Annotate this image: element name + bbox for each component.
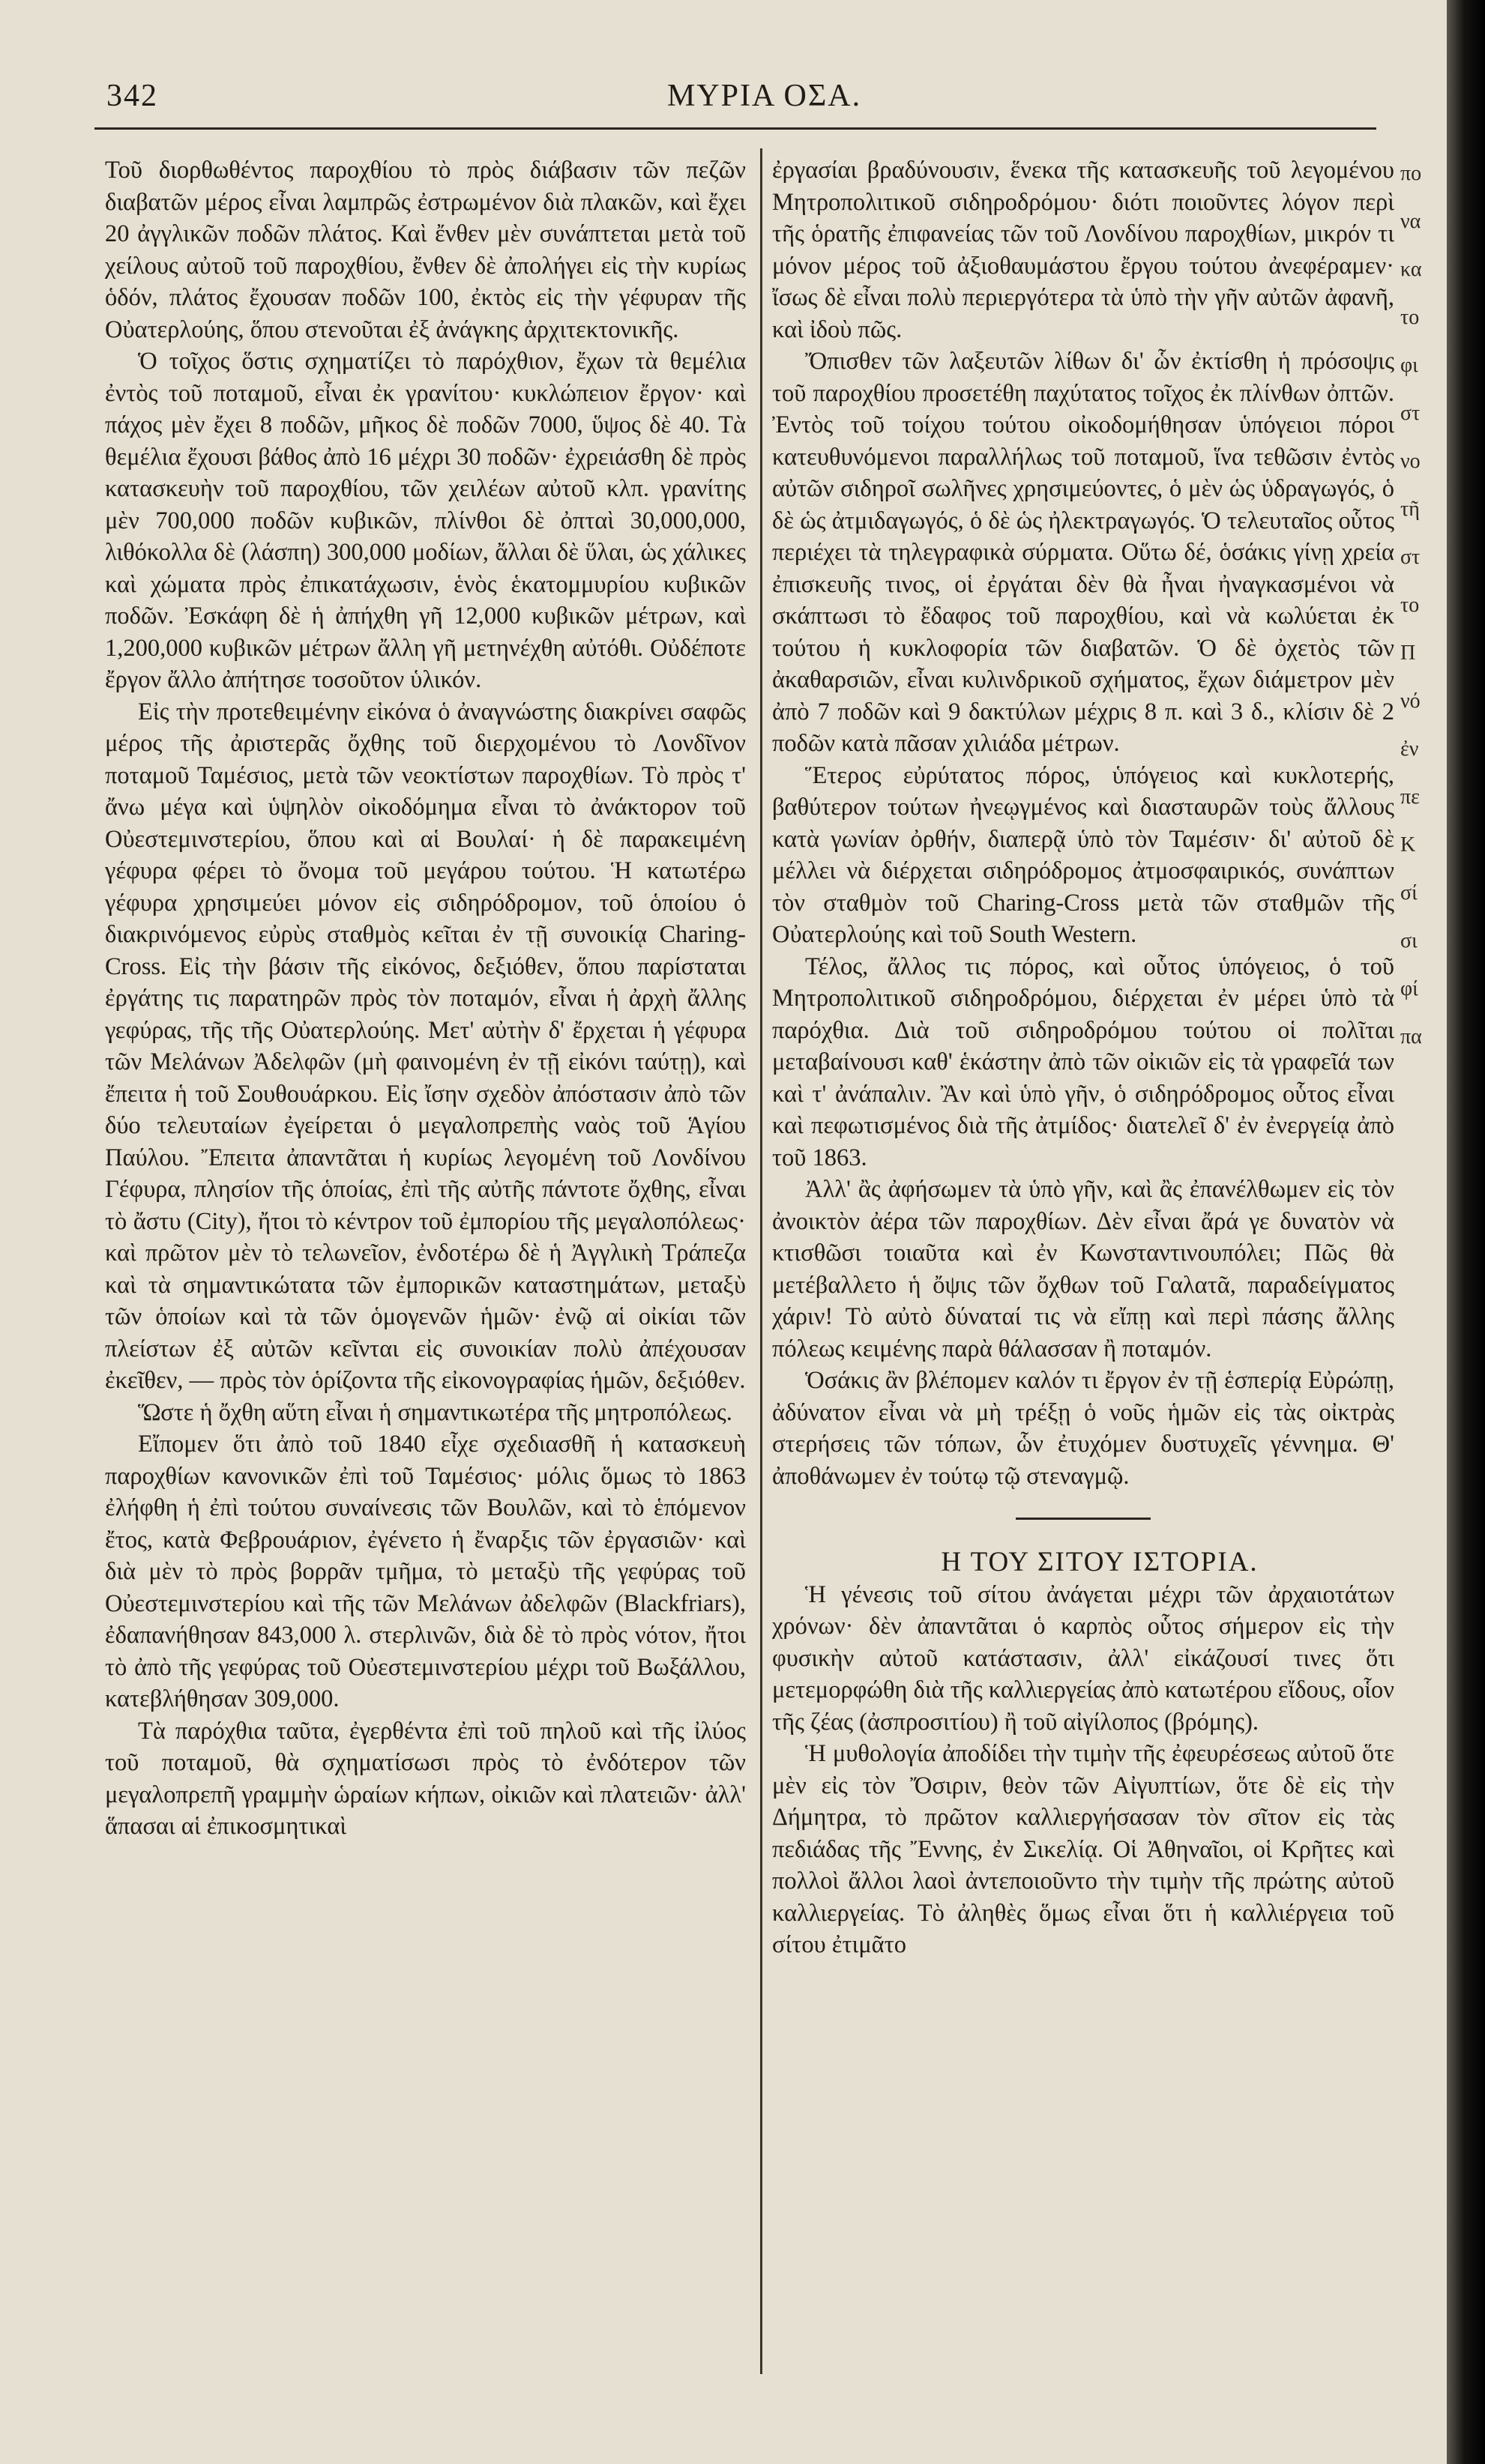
facing-page-fragment: το: [1400, 594, 1420, 617]
facing-page-fragment: πα: [1400, 1025, 1422, 1048]
facing-page-fragment: Κ: [1400, 833, 1416, 857]
paragraph: Ὄπισθεν τῶν λαξευτῶν λίθων δι' ὧν ἐκτίσθη ἡ πρόσοψις τοῦ παροχθίου προσετέθη παχύτατος τοῖχος ἐκ πλίνθων ὀπτῶν. Ἐντὸς τοῦ τοίχου τούτου οἰκοδομήθησαν ὑπόγειοι πόροι κατευθυνόμενοι παραλλήλως τοῦ ποταμοῦ, ἵνα τεθῶσιν ἐντὸς αὐτῶν σιδηροῖ σωλῆνες χρησιμεύοντες, ὁ μὲν ὡς ὑδραγωγός, ὁ δὲ ὡς ἀτμιδαγωγός, ὁ δὲ ὡς ἠλεκτραγωγός. Ὁ τελευταῖος οὗτος περιέχει τὰ τηλεγραφικὰ σύρματα. Οὕτω δέ, ὁσάκις γίνῃ χρεία ἐπισκευῆς τινος, οἱ ἐργάται δὲν θὰ ἦναι ἠναγκασμένοι νὰ σκάπτωσι τὸ ἔδαφος τοῦ παροχθίου, καὶ νὰ κωλύεται ἐκ τούτου ἡ κυκλοφορία τῶν διαβατῶν. Ὁ δὲ ὀχετὸς τῶν ἀκαθαρσιῶν, εἶναι κυλινδρικοῦ σχήματος, ἔχων διάμετρον μὲν ἀπὸ 7 ποδῶν καὶ 9 δακτύλων μέχρις 8 π. καὶ 3 δ., κλίσιν δὲ 2 ποδῶν κατὰ πᾶσαν χιλιάδα μέτρων.: [772, 348, 1394, 757]
facing-page-fragment: πο: [1400, 162, 1422, 185]
facing-page-fragment: το: [1400, 306, 1420, 329]
facing-page-fragment: σί: [1400, 881, 1418, 905]
paragraph: Τὰ παρόχθια ταῦτα, ἐγερθέντα ἐπὶ τοῦ πηλοῦ καὶ τῆς ἰλύος τοῦ ποταμοῦ, θὰ σχηματίσωσι πρὸς τὸ ἐνδότερον τῶν μεγαλοπρεπῆ γραμμὴν ὡραίων κήπων, οἰκιῶν καὶ πλατειῶν· ἀλλ' ἅπασαι αἱ ἐπικοσμητικαὶ: [105, 1717, 746, 1840]
facing-page-fragment: φι: [1400, 354, 1418, 377]
paragraph: Ἡ γένεσις τοῦ σίτου ἀνάγεται μέχρι τῶν ἀρχαιοτάτων χρόνων· δὲν ἀπαντᾶται ὁ καρπὸς οὗτος σήμερον εἰς τὴν φυσικὴν αὐτοῦ κατάστασιν, ἀλλ' εἰκάζουσί τινες ὅτι μετεμορφώθη διὰ τῆς καλλιεργείας ἀπὸ κατωτέρου εἴδους, οἷον τῆς ζέας (ἀσπροσιτίου) ἢ τοῦ αἰγίλοπος (βρόμης).: [772, 1580, 1394, 1736]
column-divider: [760, 148, 762, 2374]
facing-page-fragment: να: [1400, 210, 1421, 233]
paragraph: Εἰς τὴν προτεθειμένην εἰκόνα ὁ ἀναγνώστης διακρίνει σαφῶς μέρος τῆς ἀριστερᾶς ὄχθης τοῦ διερχομένου τὸ Λονδῖνον ποταμοῦ Ταμέσιος, μετὰ τῶν νεοκτίστων παροχθίων. Τὸ πρὸς τ' ἄνω μέγα καὶ ὑψηλὸν οἰκοδόμημα εἶναι τὸ ἀνάκτορον τοῦ Οὐεστεμινστερίου, ὅπου καὶ αἱ Βουλαί· ἡ δὲ παρακειμένη γέφυρα φέρει τὸ ὄνομα τοῦ μεγάρου τούτου. Ἡ κατωτέρω γέφυρα χρησιμεύει μόνον εἰς σιδηρόδρομον, τοῦ ὁποίου ὁ διακρινόμενος εὐρὺς σταθμὸς κεῖται ἐν τῇ συνοικίᾳ Charing-Cross. Εἰς τὴν βάσιν τῆς εἰκόνος, δεξιόθεν, ὅπου παρίσταται ἐργάτης τις παρατηρῶν πρὸς τὸν ποταμόν, εἶναι ἡ ἀρχὴ ἄλλης γεφύρας, τῆς τῆς Οὐατερλούης. Μετ' αὐτὴν δ' ἔρχεται ἡ γέφυρα τῶν Μελάνων Ἀδελφῶν (μὴ φαινομένη ἐν τῇ εἰκόνι ταύτῃ), καὶ ἔπειτα ἡ τοῦ Σουθουάρκου. Εἰς ἴσην σχεδὸν ἀπόστασιν ἀπὸ τῶν δύο τελευταίων ἐγείρεται ὁ μεγαλοπρεπὴς ναὸς τοῦ Ἁγίου Παύλου. Ἔπειτα ἀπαντᾶται ἡ κυρίως λεγομένη τοῦ Λονδίνου Γέφυρα, πλησίον τῆς ὁποίας, ἐπὶ τῆς αὐτῆς πάντοτε ὄχθης, εἶναι τὸ ἄστυ (City), ἤτοι τὸ κέντρον τοῦ ἐμπορίου τῆς μεγαλοπόλεως· καὶ πρῶτον μὲν τὸ τελωνεῖον, ἐνδοτέρω δὲ ἡ Ἀγγλικὴ Τράπεζα καὶ τὰ σημαντικώτατα τῶν ἐμπορικῶν καταστημάτων, μεταξὺ τῶν ὁποίων καὶ τὰ τῶν ὁμογενῶν ἡμῶν· ἐνῷ αἱ οἰκίαι τῶν πλείστων ἐξ αὐτῶν κεῖνται εἰς συνοικίαν πολὺ ἀπέχουσαν ἐκεῖθεν, — πρὸς τὸν ὁρίζοντα τῆς εἰκονογραφίας ἡμῶν, δεξιόθεν.: [105, 698, 746, 1394]
section-title: Η ΤΟΥ ΣΙΤΟΥ ΙΣΤΟΡΙΑ.: [941, 1547, 1259, 1577]
facing-page-fragment: νό: [1400, 689, 1421, 713]
book-binding-edge: [1447, 0, 1485, 2464]
paragraph: Ἕτερος εὐρύτατος πόρος, ὑπόγειος καὶ κυκλοτερής, βαθύτερον τούτων ἠνεῳγμένος καὶ διασταυρῶν τοὺς ἄλλους κατὰ γωνίαν ὀρθήν, διαπερᾷ ὑπὸ τὸν Ταμέσιν· δι' αὐτοῦ δὲ μέλλει νὰ διέρχεται σιδηρόδρομος ἀτμοσφαιρικός, συνάπτων τὸν σταθμὸν τοῦ Charing-Cross μετὰ τῶν σταθμῶν τῆς Οὐατερλούης καὶ τοῦ South Western.: [772, 761, 1394, 948]
page-number: 342: [106, 79, 158, 113]
facing-page-fragment: κα: [1400, 258, 1422, 281]
running-header: [97, 78, 1372, 123]
left-column: [105, 154, 746, 1843]
facing-page-fragment: πε: [1400, 785, 1420, 809]
paragraph: ἐργασίαι βραδύνουσιν, ἕνεκα τῆς κατασκευῆς τοῦ λεγομένου Μητροπολιτικοῦ σιδηροδρόμου· διότι ποιοῦντες λόγον περὶ τῆς ὁρατῆς ἐπιφανείας τῶν τοῦ Λονδίνου παροχθίων, μικρόν τι μόνον μέρος τοῦ ἀξιοθαυμάστου ἔργου τούτου ἀνεφέραμεν· ἴσως δὲ εἶναι πολὺ περιεργότερα τὰ ὑπὸ τὴν γῆν αὐτῶν ἀφανῆ, καὶ ἰδοὺ πῶς.: [772, 157, 1394, 343]
paragraph: Ὁσάκις ἂν βλέπομεν καλόν τι ἔργον ἐν τῇ ἑσπερίᾳ Εὐρώπῃ, ἀδύνατον εἶναι νὰ μὴ τρέξῃ ὁ νοῦς ἡμῶν εἰς τὰς οἰκτρὰς στερήσεις τῶν τόπων, ὧν ἐτυχόμεν δυστυχεῖς γέννημα. Θ' ἀποθάνωμεν ἐν τούτῳ τῷ στεναγμῷ.: [772, 1367, 1394, 1490]
paragraph: Εἴπομεν ὅτι ἀπὸ τοῦ 1840 εἶχε σχεδιασθῆ ἡ κατασκευὴ παροχθίων κανονικῶν ἐπὶ τοῦ Ταμέσιος· μόλις ὅμως τὸ 1863 ἐλήφθη ἡ ἐπὶ τούτου συναίνεσις τῶν Βουλῶν, καὶ τὸ ἑπόμενον ἔτος, κατὰ Φεβρουάριον, ἐγένετο ἡ ἔναρξις τῶν ἐργασιῶν· καὶ διὰ μὲν τὸ πρὸς βορρᾶν τμῆμα, τὸ μεταξὺ τῆς γεφύρας τοῦ Οὐεστεμινστερίου καὶ τῆς τῶν Μελάνων ἀδελφῶν (Blackfriars), ἐδαπανήθησαν 843,000 λ. στερλινῶν, διὰ δὲ τὸ πρὸς νότον, ἤτοι τὸ ἀπὸ τῆς γεφύρας τοῦ Οὐεστεμινστερίου μέχρι τοῦ Βωξάλλου, κατεβλήθησαν 309,000.: [105, 1431, 746, 1712]
facing-page-fragment: τῆ: [1400, 498, 1420, 521]
facing-page-fragment: φί: [1400, 977, 1418, 1000]
facing-page-fragment: στ: [1400, 402, 1421, 425]
facing-page-edge: [1400, 150, 1445, 1061]
facing-page-fragment: στ: [1400, 546, 1421, 569]
paragraph: Τοῦ διορθωθέντος παροχθίου τὸ πρὸς διάβασιν τῶν πεζῶν διαβατῶν μέρος εἶναι λαμπρῶς ἐστρωμένον διὰ πλακῶν, καὶ ἔχει 20 ἀγγλικῶν ποδῶν πλάτος. Καὶ ἔνθεν μὲν συνάπτεται μετὰ τοῦ χείλους αὐτοῦ τοῦ παροχθίου, ἔνθεν δὲ ἀπολήγει εἰς τὴν κυρίως ὁδόν, πλάτος ἔχουσαν ποδῶν 100, ἐκτὸς εἰς τὴν γέφυραν τῆς Οὐατερλούης, ὅπου στενοῦται ἐξ ἀνάγκης ἀρχιτεκτονικῆς.: [105, 157, 746, 343]
paragraph: Ἡ μυθολογία ἀποδίδει τὴν τιμὴν τῆς ἐφευρέσεως αὐτοῦ ὅτε μὲν εἰς τὸν Ὄσιριν, θεὸν τῶν Αἰγυπτίων, ὅτε δὲ εἰς τὴν Δήμητρα, τὸ πρῶτον καλλιεργήσασαν τὸν σῖτον εἰς τὰς πεδιάδας τῆς Ἔννης, ἐν Σικελίᾳ. Οἱ Ἀθηναῖοι, οἱ Κρῆτες καὶ πολλοὶ ἄλλοι λαοὶ ἀντεποιοῦντο τὴν τιμὴν τῆς πρώτης αὐτοῦ καλλιεργείας. Τὸ ἀληθὲς ὅμως εἶναι ὅτι ἡ καλλιέργεια τοῦ σίτου ἐτιμᾶτο: [772, 1740, 1394, 1958]
facing-page-fragment: νο: [1400, 450, 1421, 473]
facing-page-fragment: Π: [1400, 641, 1416, 665]
right-column: [772, 154, 1394, 1961]
paragraph: Ὁ τοῖχος ὅστις σχηματίζει τὸ παρόχθιον, ἔχων τὰ θεμέλια ἐντὸς τοῦ ποταμοῦ, εἶναι ἐκ γρανίτου· κυκλώπειον ἔργον· καὶ πάχος μὲν ἔχει 8 ποδῶν, μῆκος δὲ ποδῶν 7000, ὕψος δὲ 40. Τὰ θεμέλια ἔχουσι βάθος ἀπὸ 16 μέχρι 30 ποδῶν· ἐχρειάσθη δὲ πρὸς κατασκευὴν τοῦ παροχθίου, τῶν χειλέων αὐτοῦ κλπ. γρανίτης μὲν 700,000 ποδῶν κυβικῶν, πλίνθοι δὲ ὀπταὶ 30,000,000, λιθόκολλα δὲ (λάσπη) 300,000 μοδίων, ἄλλαι δὲ ὕλαι, ὡς χάλικες καὶ χώματα πρὸς ἐπικατάχωσιν, ἑνὸς ἑκατομμυρίου κυβικῶν ποδῶν. Ἐσκάφη δὲ ἡ ἀπήχθη γῆ 12,000 κυβικῶν μέτρων, καὶ 1,200,000 κυβικῶν μέτρων ἄλλη γῆ μετηνέχθη αὐτόθι. Οὐδέποτε ἔργον ἄλλο ἀπήτησε τοσοῦτον ὑλικόν.: [105, 348, 746, 693]
section-rule: [1016, 1518, 1151, 1520]
facing-page-fragment: ἐν: [1400, 737, 1419, 761]
header-rule: [94, 127, 1376, 130]
paragraph: Ἀλλ' ἂς ἀφήσωμεν τὰ ὑπὸ γῆν, καὶ ἂς ἐπανέλθωμεν εἰς τὸν ἀνοικτὸν ἀέρα τῶν παροχθίων. Δὲν εἶναι ἄρά γε δυνατὸν νὰ κτισθῶσι τοιαῦτα καὶ ἐν Κωνσταντινουπόλει; Πῶς θὰ μετέβαλλετο ἡ ὄψις τῶν ὄχθων τοῦ Γαλατᾶ, παραδείγματος χάριν! Τὸ αὐτὸ δύναταί τις νὰ εἴπῃ καὶ περὶ πάσης ἄλλης πόλεως κειμένης παρὰ θάλασσαν ἢ ποταμόν.: [772, 1176, 1394, 1362]
paragraph: Ὥστε ἡ ὄχθη αὕτη εἶναι ἡ σημαντικωτέρα τῆς μητροπόλεως.: [138, 1398, 732, 1426]
facing-page-fragment: σι: [1400, 929, 1418, 952]
running-title: ΜΥΡΙΑ ΟΣΑ.: [667, 79, 862, 113]
paragraph: Τέλος, ἄλλος τις πόρος, καὶ οὗτος ὑπόγειος, ὁ τοῦ Μητροπολιτικοῦ σιδηροδρόμου, διέρχεται ἐν μέρει ὑπὸ τὰ παρόχθια. Διὰ τοῦ σιδηροδρόμου τούτου οἱ πολῖται μεταβαίνουσι καθ' ἑκάστην ἀπὸ τῶν οἰκιῶν εἰς τὰ γραφεῖά των καὶ τ' ἀνάπαλιν. Ἂν καὶ ὑπὸ γῆν, ὁ σιδηρόδρομος οὗτος εἶναι καὶ πεφωτισμένος διὰ τῆς ἀτμίδος· διατελεῖ δ' ἐν ἐνεργείᾳ ἀπὸ τοῦ 1863.: [772, 952, 1394, 1171]
